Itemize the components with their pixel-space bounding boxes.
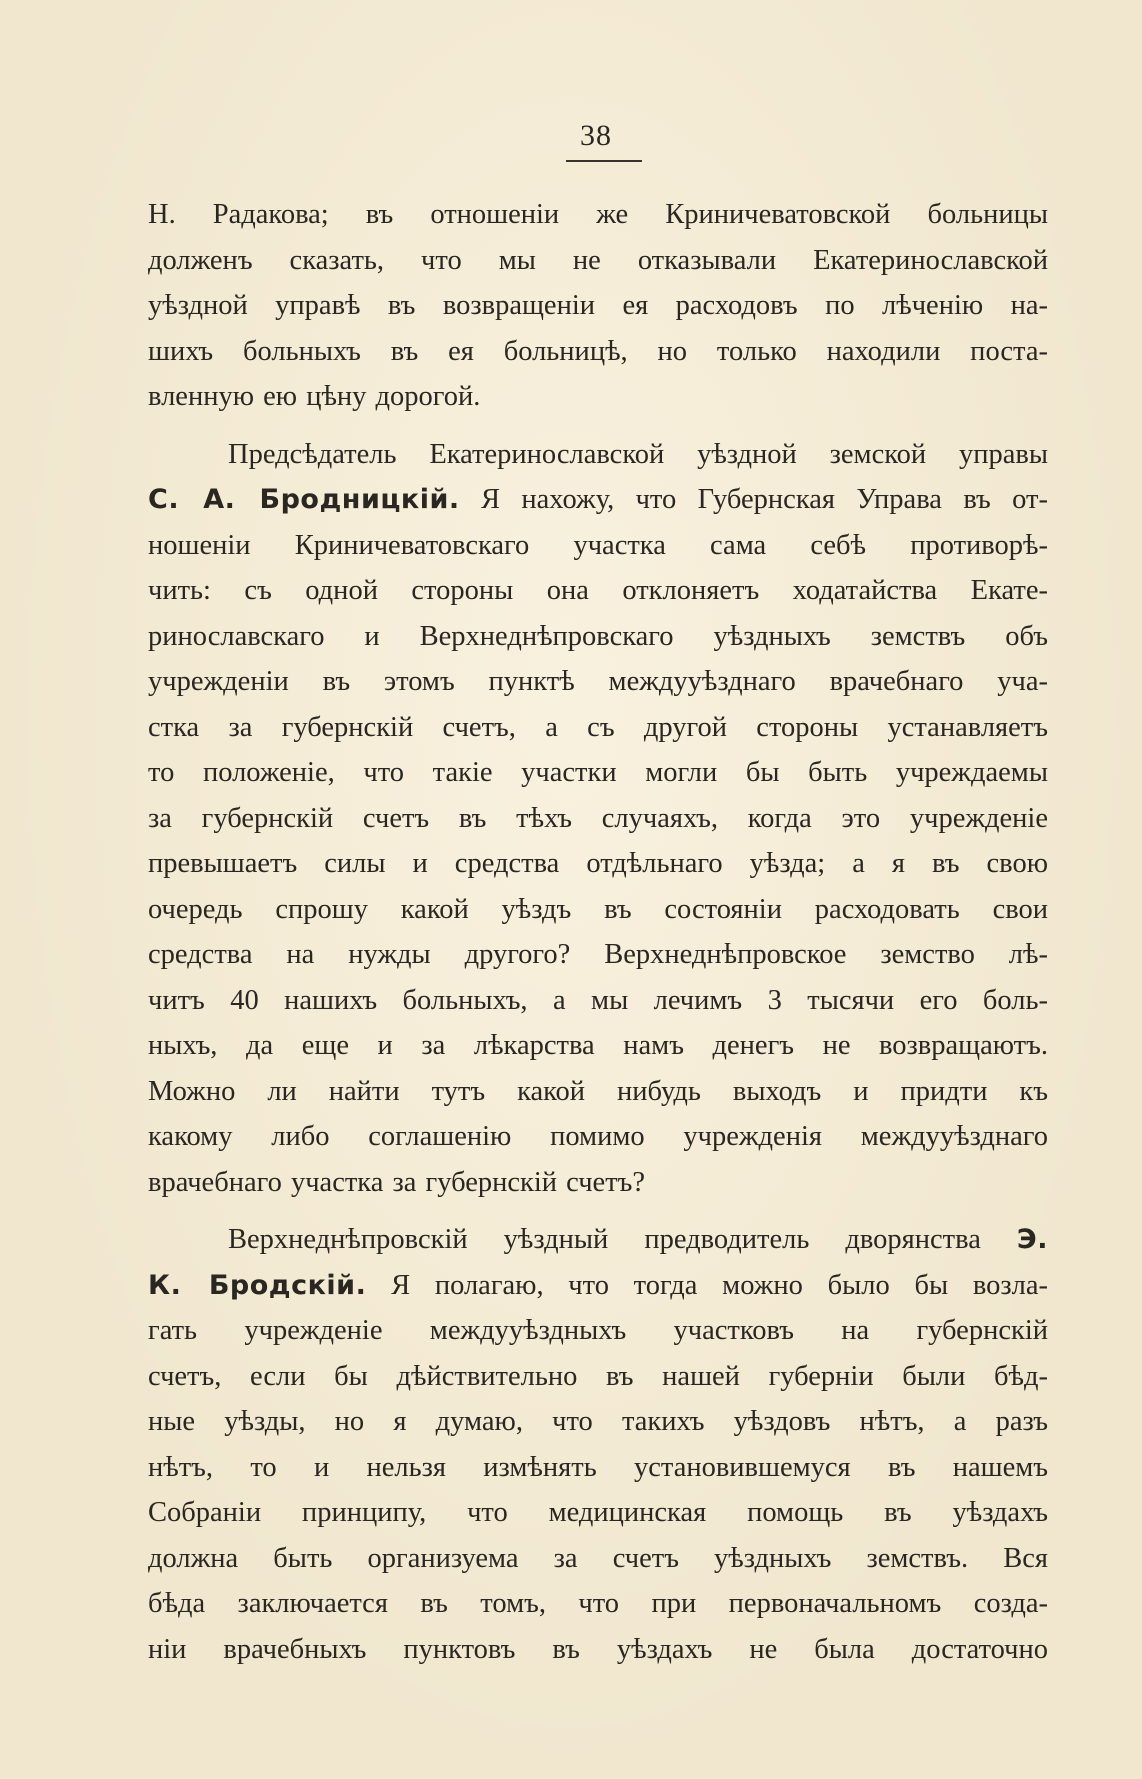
text-line: ные уѣзды, но я думаю, что такихъ уѣздовъ нѣтъ, а разъ: [148, 1406, 1048, 1437]
text-line-main: Верхнеднѣпровскій уѣздный предводитель дворянства: [228, 1224, 981, 1255]
speaker-line-rest: Я полагаю, что тогда можно было бы возла-: [366, 1269, 1048, 1301]
text-line: читъ 40 нашихъ больныхъ, а мы лечимъ 3 тысячи его боль-: [148, 984, 1048, 1016]
text-line: ныхъ, да еще и за лѣкарства намъ денегъ не возвращаютъ.: [148, 1030, 1048, 1061]
text-line: очередь спрошу какой уѣздъ въ состояніи расходовать свои: [148, 893, 1048, 925]
paragraph-1: [148, 192, 1048, 420]
text-line: Можно ли найти тутъ какой нибудь выходъ и придти къ: [148, 1075, 1048, 1107]
text-line: ринославскаго и Верхнеднѣпровскаго уѣздныхъ земствъ объ: [148, 620, 1048, 652]
text-line: уѣздной управѣ въ возвращеніи ея расходовъ по лѣченію на-: [148, 290, 1048, 321]
text-line: то положеніе, что такіе участки могли бы быть учреждаемы: [148, 757, 1048, 788]
text-line: превышаетъ силы и средства отдѣльнаго уѣзда; а я въ свою: [148, 848, 1048, 879]
text-line: Предсѣдатель Екатеринославской уѣздной земской управы: [228, 438, 1048, 470]
speaker-name-initial: Э.: [1016, 1224, 1048, 1255]
text-line: чить: съ одной стороны она отклоняетъ ходатайства Екате-: [148, 575, 1048, 606]
text-line: за губернскій счетъ въ тѣхъ случаяхъ, когда это учрежденіе: [148, 802, 1048, 834]
text-line: Н. Радакова; въ отношеніи же Криничеватовской больницы: [148, 199, 1048, 230]
page-number: 38: [580, 119, 612, 152]
text-line: учрежденіи въ этомъ пунктѣ междууѣзднаго врачебнаго уча-: [148, 666, 1048, 697]
paragraph-2: [148, 432, 1048, 1206]
speaker-line: [148, 1263, 1048, 1309]
body-text: [148, 192, 1048, 1672]
text-line: ніи врачебныхъ пунктовъ въ уѣздахъ не была достаточно: [148, 1633, 1048, 1665]
text-line: Собраніи принципу, что медицинская помощь въ уѣздахъ: [148, 1497, 1048, 1528]
text-line: какому либо соглашенію помимо учрежденія междууѣзднаго: [148, 1121, 1048, 1152]
text-line: врачебнаго участка за губернскій счетъ?: [148, 1166, 646, 1198]
speaker-line: [148, 477, 1048, 523]
text-line: нѣтъ, то и нельзя измѣнять установившемуся въ нашемъ: [148, 1451, 1048, 1483]
text-line: [148, 1217, 1048, 1263]
speaker-name: С. А. Бродницкій.: [148, 484, 460, 515]
speaker-name: К. Бродскій.: [148, 1269, 367, 1301]
text-line: шихъ больныхъ въ ея больницѣ, но только находили поста-: [148, 335, 1048, 367]
text-line: должна быть организуема за счетъ уѣздныхъ земствъ. Вся: [148, 1542, 1048, 1574]
text-line: гать учрежденіе междууѣздныхъ участковъ на губернскій: [148, 1315, 1048, 1346]
text-line: счетъ, если бы дѣйствительно въ нашей губерніи были бѣд-: [148, 1360, 1048, 1392]
speaker-line-rest: Я нахожу, что Губернская Управа въ от-: [459, 484, 1048, 515]
text-line: долженъ сказать, что мы не отказывали Екатеринославской: [148, 244, 1048, 276]
text-line: стка за губернскій счетъ, а съ другой стороны устанавляетъ: [148, 711, 1048, 743]
text-line: средства на нужды другого? Верхнеднѣпровское земство лѣ-: [148, 939, 1048, 970]
text-line: вленную ею цѣну дорогой.: [148, 381, 481, 412]
page-number-rule: [566, 160, 642, 162]
text-line: бѣда заключается въ томъ, что при первоначальномъ созда-: [148, 1588, 1048, 1619]
text-line: ношеніи Криничеватовскаго участка сама себѣ противорѣ-: [148, 529, 1048, 561]
paragraph-3: [148, 1217, 1048, 1672]
